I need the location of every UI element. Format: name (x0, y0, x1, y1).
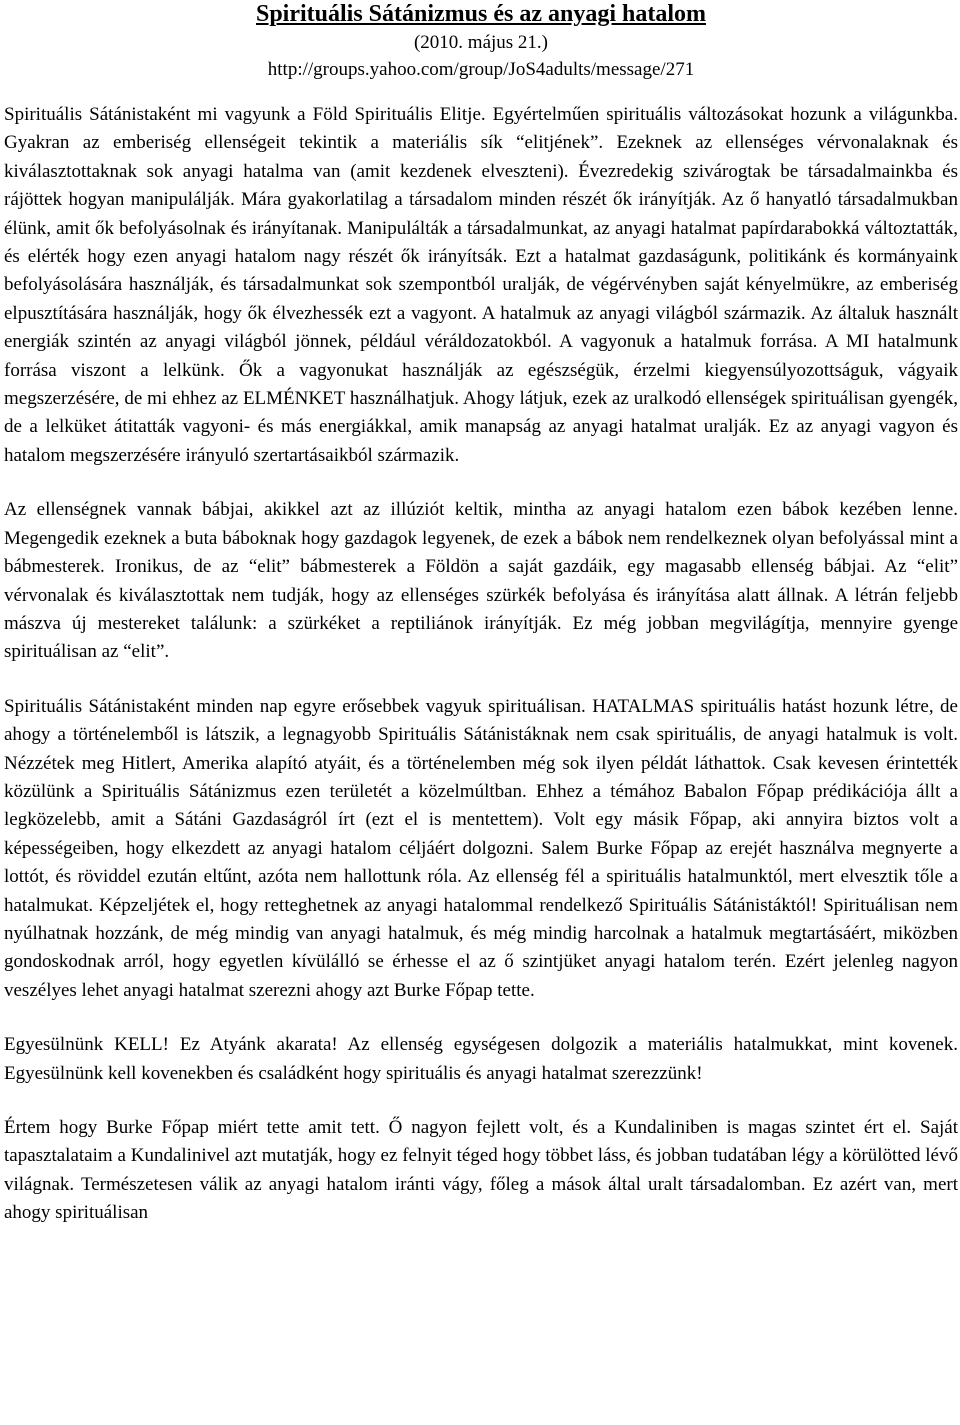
paragraph-5: Értem hogy Burke Főpap miért tette amit tett. Ő nagyon fejlett volt, és a Kundaliniben is magas szintet ért el. Saját tapasztalataim a Kundalinivel azt mutatják, hogy ez felnyit téged hogy többet láss, és jobban tudatában légy a körülötted lévő világnak. Természetesen válik az anyagi hatalom iránti vágy, főleg a mások által uralt társadalomban. Ez azért van, mert ahogy spirituálisan (4, 1117, 958, 1224)
document-date: (2010. május 21.) (413, 32, 549, 53)
paragraph-3: Spirituális Sátánistaként minden nap egyre erősebbek vagyuk spirituálisan. HATALMAS spirituális hatást hozunk létre, de ahogy a történelemből is látszik, a legnagyobb Spirituális Sátánistáknak nem csak spirituális, de anyagi hatalmuk is volt. Nézzétek meg Hitlert, Amerika alapító atyáit, és a történelemben még sok ilyen példát láthattok. Csak kevesen érintették közülünk a Spirituális Sátánizmus ezen területét a közelmúltban. Ehhez a témához Babalon Főpap prédikációja állt a legközelebb, amit a Sátáni Gazdaságról írt (ezt el is mentettem). Volt egy másik Főpap, aki annyira biztos volt a képességeiben, hogy elkezdett az anyagi hatalom céljáért dolgozni. Salem Burke Főpap az erejét használva megnyerte a lottót, és röviddel ezután eltűnt, azóta nem hallottunk róla. Az ellenség fél a spirituális hatalmunktól, mert elvesztik tőle a hatalmukat. Képzeljétek el, hogy retteghetnek az anyagi hatalommal rendelkező Spirituális Sátánistáktól! Spirituálisan nem nyúlhatnak hozzánk, de még mindig van anyagi hatalmuk, és még mindig harcolnak a hatalmuk megtartásáért, miközben gondoskodnak arról, hogy egyetlen kívülálló se érhesse el az ő szintjüket anyagi hatalom terén. Ezért jelenleg nagyon veszélyes lehet anyagi hatalmat szerezni ahogy azt Burke Főpap tette. (4, 695, 958, 1001)
document-header (4, 0, 958, 83)
paragraph-2: Az ellenségnek vannak bábjai, akikkel azt az illúziót keltik, mintha az anyagi hatalom ezen bábok kezében lenne. Megengedik ezeknek a buta báboknak hogy gazdagok legyenek, de ezek a bábok nem rendelkeznek olyan befolyással mint a bábmesterek. Ironikus, de az “elit” bábmesterek a Földön a saját gazdáik, egy magasabb ellenség bábjai. Az “elit” vérvonalak és kiválasztottak nem tudják, hogy az ellenséges szürkék befolyása és irányítása alatt állnak. A létrán feljebb mászva új mestereket találunk: a szürkéket a reptiliánok irányítják. Ez még jobban megvilágítja, mennyire gyenge spirituálisan az “elit”. (4, 499, 958, 663)
document-title: Spirituális Sátánizmus és az anyagi hatalom (255, 1, 707, 27)
source-url: http://groups.yahoo.com/group/JoS4adults/message/271 (267, 59, 695, 80)
paragraph-1: Spirituális Sátánistaként mi vagyunk a Föld Spirituális Elitje. Egyértelműen spirituális változásokat hozunk a világunkba. Gyakran az emberiség ellenségeit tekintik a materiális sík “elitjének”. Ezeknek az ellenséges vérvonalaknak és kiválasztottaknak sok anyagi hatalma van (amit kezdenek elveszteni). Évezredekig szivárogtak be társadalmainkba és rájöttek hogyan manipulálják. Mára gyakorlatilag a társadalom minden részét ők irányítják. Az ő hanyatló társadalmukban élünk, amit ők befolyásolnak és irányítanak. Manipulálták a társadalmunkat, az anyagi hatalmat papírdarabokká változtatták, és elérték hogy ezen anyagi hatalom nagy részét ők irányítsák. Ezt a hatalmat gazdaságunk, politikánk és kormányaink befolyásolására használják, és társadalmunkat sok szempontból uralják, de végérvényben saját kényelmükre, az emberiség elpusztítására használják, hogy ők élvezhessék ezt a vagyont. A hatalmuk az anyagi világból származik. Az általuk használt energiák szintén az anyagi világból jönnek, például véráldozatokból. A vagyonuk a hatalmuk forrása. A MI hatalmunk forrása viszont a lelkünk. Ők a vagyonukat használják az egészségük, érzelmi kiegyensúlyozottságuk, vágyaik megszerzésére, de mi ehhez az ELMÉNKET használhatjuk. Ahogy látjuk, ezek az uralkodó ellenségek spirituálisan gyengék, de a lelküket átitatták vagyoni- és más energiákkal, amik manapság az anyagi hatalmat uralják. Ez az anyagi vagyon és hatalom megszerzésére irányuló szertartásaikból származik. (4, 104, 958, 466)
paragraph-4: Egyesülnünk KELL! Ez Atyánk akarata! Az ellenség egységesen dolgozik a materiális hatalmukkat, mint kovenek. Egyesülnünk kell kovenekben és családként hogy spirituális és anyagi hatalmat szerezzünk! (4, 1034, 958, 1084)
